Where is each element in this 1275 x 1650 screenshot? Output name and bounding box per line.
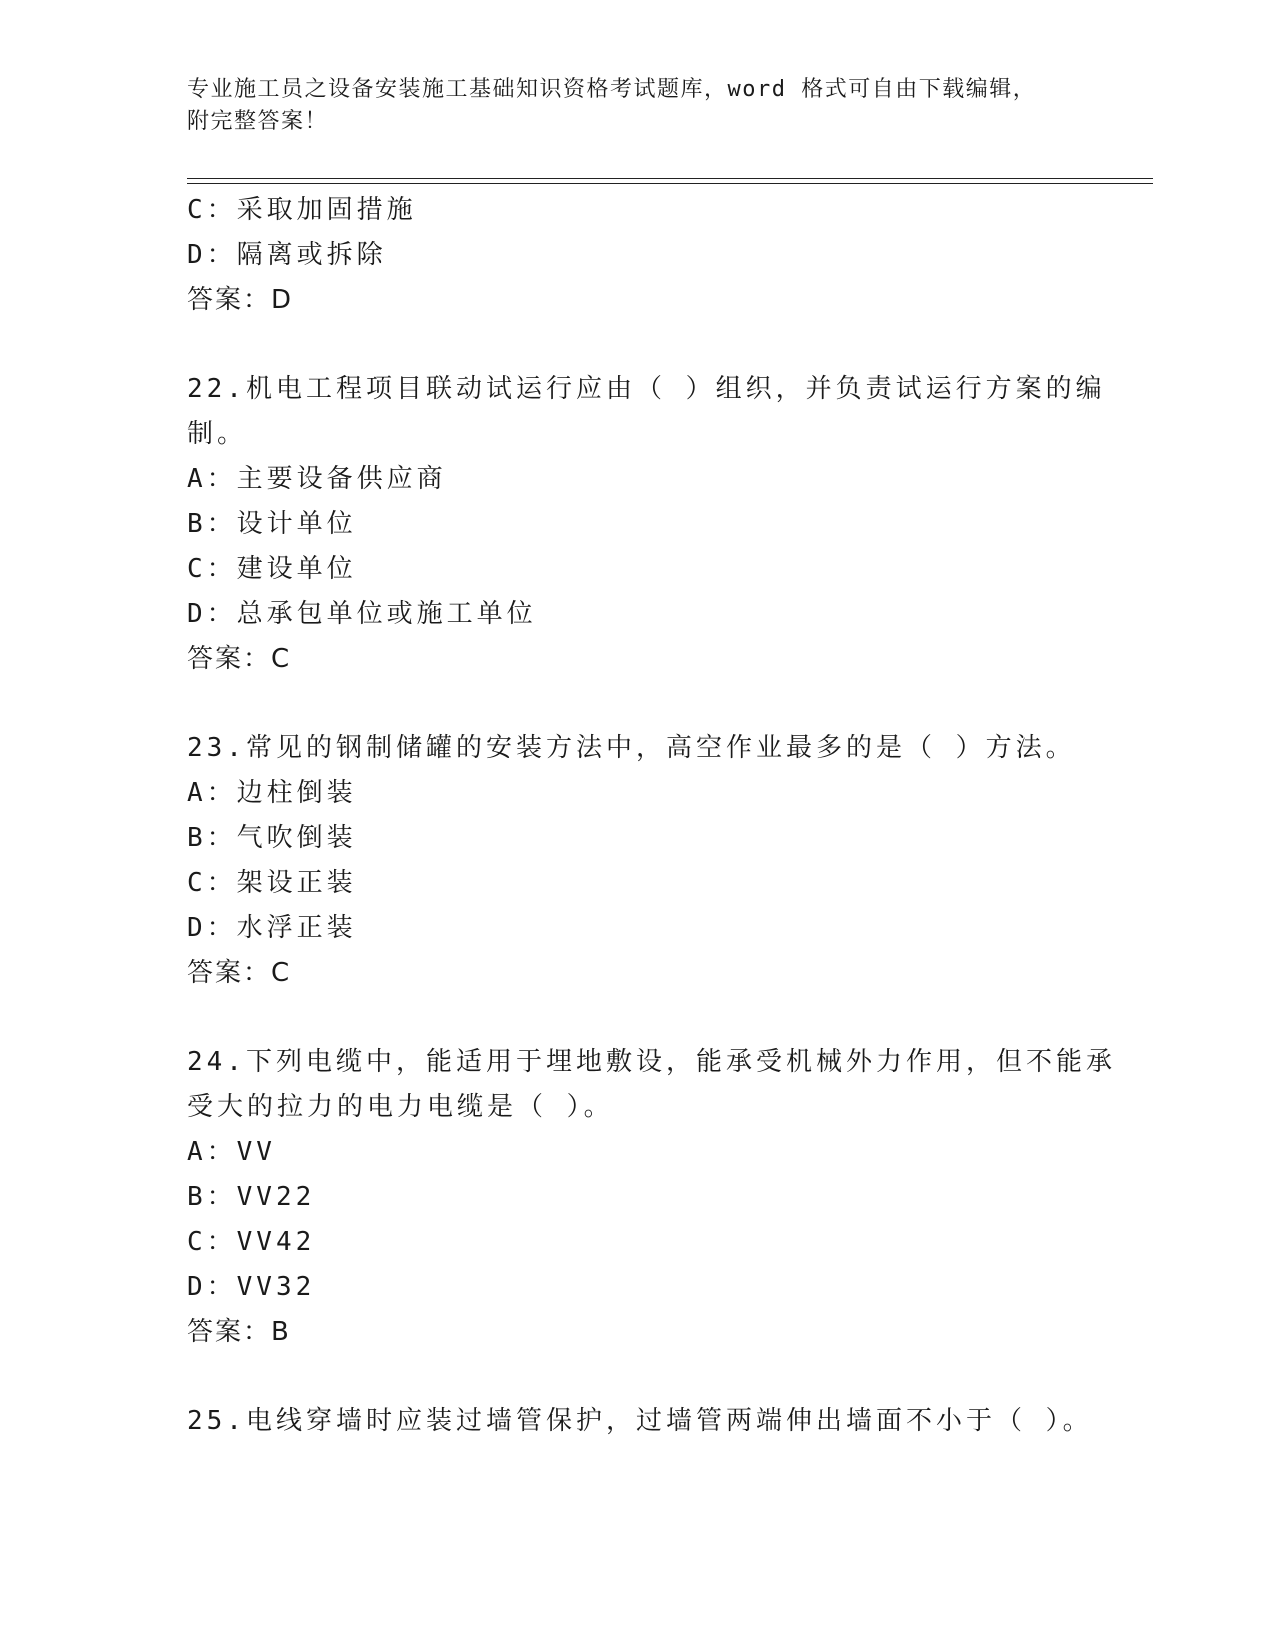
header-line-2: 附完整答案！ [187,109,329,134]
q22-answer: 答案：C [187,644,292,674]
header-divider-top [187,178,1153,179]
q22-stem-line-1: 22.机电工程项目联动试运行应由（ ）组织，并负责试运行方案的编 [187,374,1106,404]
document-header [187,74,1087,138]
header-line-1: 专业施工员之设备安装施工基础知识资格考试题库，word 格式可自由下载编辑， [187,77,1037,102]
q23-stem-line-1: 23.常见的钢制储罐的安装方法中，高空作业最多的是（ ）方法。 [187,733,1076,763]
q24-option-d: D：VV32 [187,1272,316,1302]
q23-option-a: A：边柱倒装 [187,778,357,808]
q22-option-a: A：主要设备供应商 [187,464,447,494]
q22-option-d: D：总承包单位或施工单位 [187,599,537,629]
q23-option-d: D：水浮正装 [187,913,357,943]
q22-option-c: C：建设单位 [187,554,357,584]
q24-option-a: A：VV [187,1137,276,1167]
q22-stem-line-2: 制。 [187,419,248,449]
header-divider-bottom [187,183,1153,184]
q24-option-b: B：VV22 [187,1182,316,1212]
q25-stem-line-1: 25.电线穿墙时应装过墙管保护，过墙管两端伸出墙面不小于（ ）。 [187,1406,1093,1436]
q24-option-c: C：VV42 [187,1227,316,1257]
q24-answer: 答案：B [187,1317,291,1347]
q23-option-b: B：气吹倒装 [187,823,357,853]
prev-answer: 答案：D [187,285,294,315]
q23-answer: 答案：C [187,958,292,988]
prev-option-c: C：采取加固措施 [187,195,417,225]
q23-option-c: C：架设正装 [187,868,357,898]
q24-stem-line-1: 24.下列电缆中，能适用于埋地敷设，能承受机械外力作用，但不能承 [187,1047,1116,1077]
q22-option-b: B：设计单位 [187,509,357,539]
prev-option-d: D：隔离或拆除 [187,240,387,270]
q24-stem-line-2: 受大的拉力的电力电缆是（ ）。 [187,1092,614,1122]
